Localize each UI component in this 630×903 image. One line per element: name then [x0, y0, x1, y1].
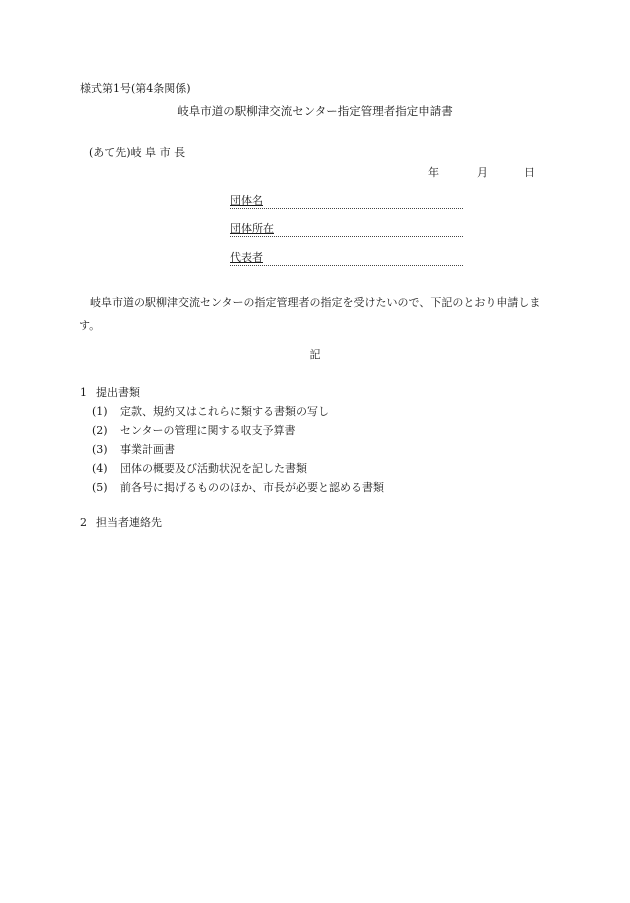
form-number: 様式第1号(第4条関係)	[80, 82, 191, 95]
item-text: 団体の概要及び活動状況を記した書類	[120, 462, 307, 475]
representative-label: 代表者	[230, 251, 263, 264]
ki-heading: 記	[309, 348, 321, 361]
item-number: (3)	[92, 443, 108, 456]
date-month-label: 月	[477, 166, 488, 179]
list-item	[92, 444, 384, 463]
section-title: 担当者連絡先	[96, 516, 162, 529]
organization-name-field[interactable]	[230, 195, 463, 209]
application-statement: 岐阜市道の駅柳津交流センターの指定管理者の指定を受けたいので、下記のとおり申請します。	[79, 296, 541, 332]
date-year-label: 年	[428, 166, 439, 179]
organization-name-label: 団体名	[230, 194, 263, 207]
item-number: (1)	[92, 405, 108, 418]
organization-address-label: 団体所在	[230, 222, 274, 235]
representative-field[interactable]	[230, 252, 463, 266]
item-text: 事業計画書	[120, 443, 175, 456]
organization-address-field[interactable]	[230, 223, 463, 237]
section-number: 2	[80, 516, 87, 529]
section-1-heading	[80, 387, 140, 398]
list-item	[92, 482, 384, 501]
submission-documents-list	[92, 406, 384, 501]
item-number: (4)	[92, 462, 108, 475]
section-2-heading	[80, 517, 162, 528]
section-title: 提出書類	[96, 386, 140, 399]
list-item	[92, 463, 384, 482]
item-number: (2)	[92, 424, 108, 437]
item-number: (5)	[92, 481, 108, 494]
list-item	[92, 406, 384, 425]
item-text: 定款、規約又はこれらに類する書類の写し	[120, 405, 329, 418]
document-title: 岐阜市道の駅柳津交流センター指定管理者指定申請書	[177, 104, 453, 118]
item-text: センターの管理に関する収支予算書	[120, 424, 296, 437]
section-number: 1	[80, 386, 87, 399]
addressee: (あて先)岐 阜 市 長	[89, 146, 186, 159]
item-text: 前各号に掲げるもののほか、市長が必要と認める書類	[120, 481, 384, 494]
list-item	[92, 425, 384, 444]
date-day-label: 日	[524, 166, 535, 179]
